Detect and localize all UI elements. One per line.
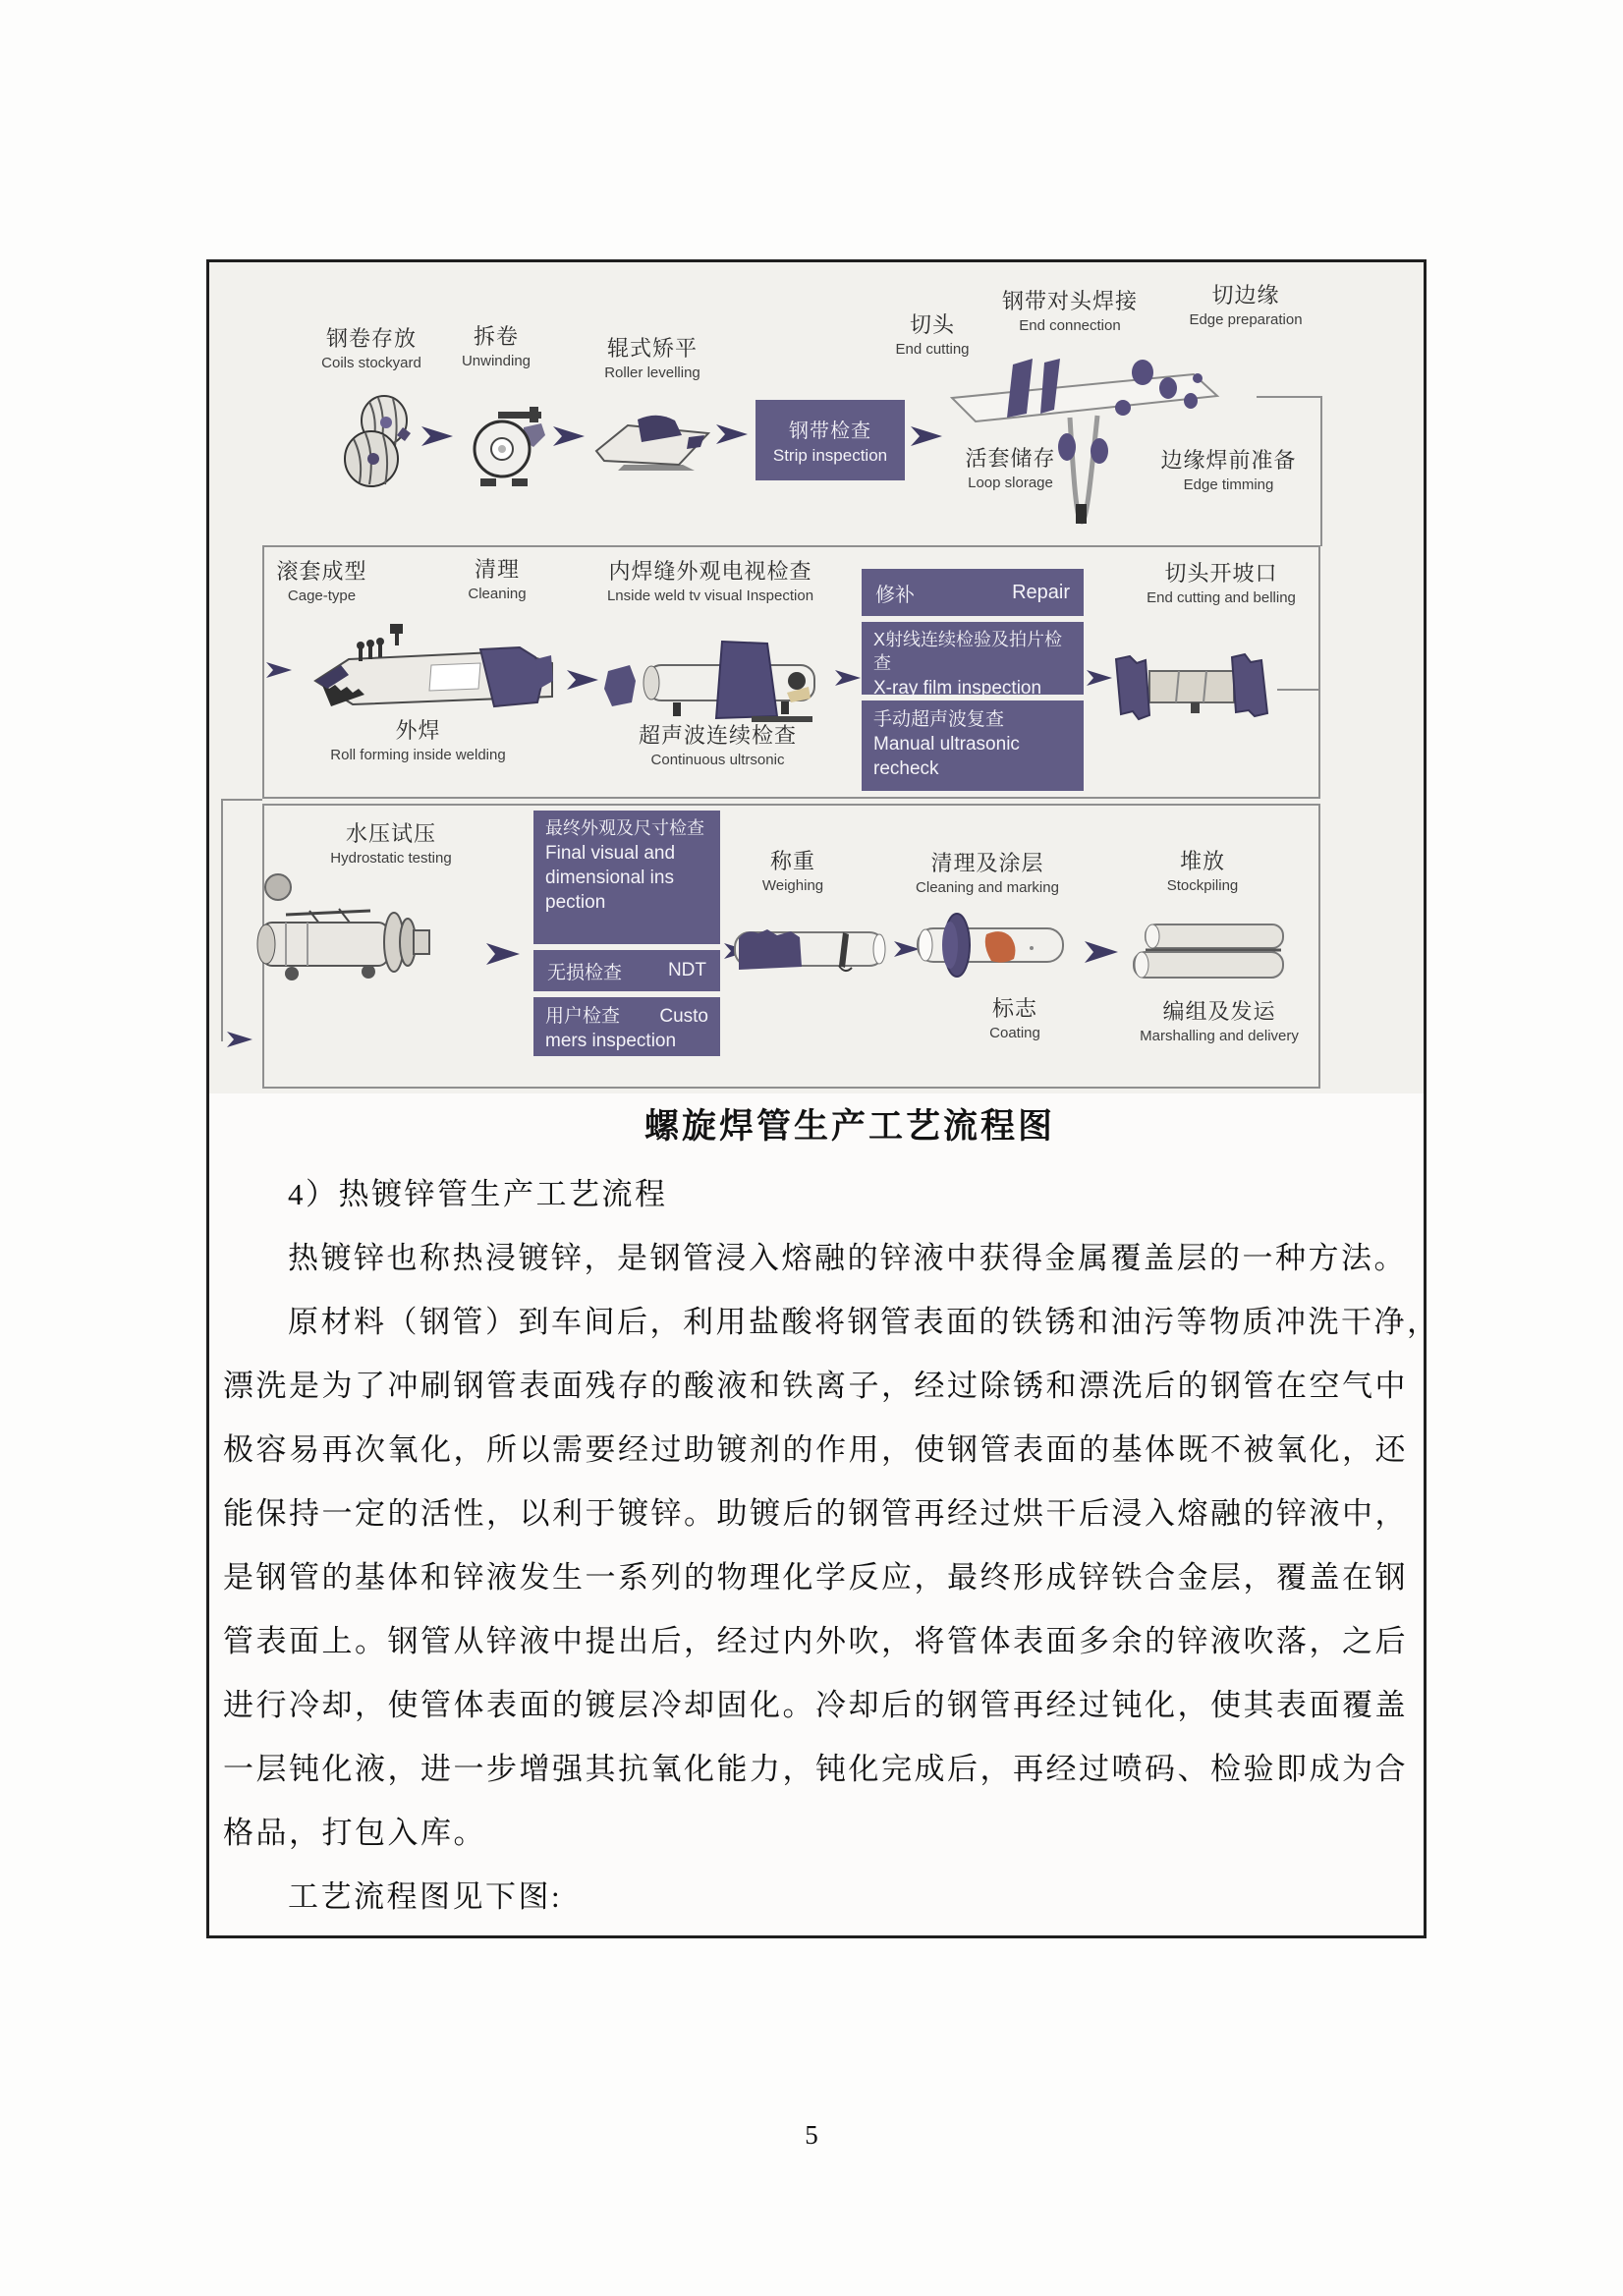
stage-label-inside-weld-tv-inspection: 内焊缝外观电视检查 Lnside weld tv visual Inspection — [606, 559, 814, 604]
stage-label-coils-stockyard: 钢卷存放 Coils stockyard — [321, 326, 421, 371]
body-line: 是钢管的基体和锌液发生一系列的物理化学反应，最终形成锌铁合金层，覆盖在钢 — [223, 1560, 1408, 1595]
coating-pipe-illustration — [910, 913, 1069, 981]
stacked-pipes-illustration — [1132, 921, 1294, 985]
hydrostatic-tester-illustration — [251, 871, 432, 1004]
flow-arrow-icon — [227, 1031, 252, 1048]
stage-label-coating: 标志 Coating — [989, 996, 1040, 1041]
body-line: 能保持一定的活性，以利于镀锌。助镀后的钢管再经过烘干后浸入熔融的锌液中， — [223, 1496, 1408, 1531]
body-paragraphs — [223, 1162, 1440, 1929]
stage-label-loop-storage: 活套储存 Loop slorage — [965, 446, 1056, 491]
document-content-frame — [206, 259, 1440, 1938]
stage-label-continuous-ultrasonic: 超声波连续检查 Continuous ultrsonic — [638, 723, 797, 768]
body-line: 工艺流程图见下图: — [288, 1879, 563, 1914]
body-line: 格品，打包入库。 — [223, 1816, 486, 1850]
strip-inspection-box: 钢带检查 Strip inspection — [756, 400, 905, 480]
unwinder-illustration — [469, 404, 547, 488]
body-line: 原材料（钢管）到车间后，利用盐酸将钢管表面的铁锈和油污等物质冲洗干净， — [288, 1305, 1440, 1339]
strip-loop-illustration — [950, 357, 1225, 533]
stage-label-hydrostatic-testing: 水压试压 Hydrostatic testing — [330, 821, 452, 867]
connector-row3-entry-horizontal — [221, 799, 262, 801]
manual-ultrasonic-recheck-box: 手动超声波复查 Manual ultrasonic recheck — [862, 700, 1084, 791]
weighing-pipe-illustration — [733, 924, 890, 976]
flow-arrow-icon — [1085, 940, 1118, 964]
stage-label-weighing: 称重 Weighing — [761, 849, 824, 894]
body-line: 一层钝化液，进一步增强其抗氧化能力，钝化完成后，再经过喷码、检验即成为合 — [223, 1752, 1408, 1786]
stage-label-end-connection: 钢带对头焊接 End connection — [1001, 289, 1138, 334]
page-number: 5 — [805, 2120, 818, 2150]
ultrasonic-machine-illustration — [604, 636, 830, 730]
stage-label-roller-levelling: 辊式矫平 Roller levelling — [604, 336, 700, 381]
belling-pipe-illustration — [1106, 649, 1275, 724]
final-inspection-box: 最终外观及尺寸检查 Final visual and dimensional ins pection — [533, 811, 720, 944]
coils-illustration — [342, 394, 413, 488]
stage-label-edge-preparation: 切边缘 Edge preparation — [1189, 283, 1303, 328]
body-line: 进行冷却，使管体表面的镀层冷却固化。冷却后的钢管再经过钝化，使其表面覆盖 — [223, 1688, 1408, 1722]
flow-arrow-icon — [486, 942, 520, 966]
connector-row1-to-row2 — [1320, 396, 1322, 546]
stage-label-edge-trimming: 边缘焊前准备 Edge timming — [1160, 448, 1297, 493]
roller-leveller-illustration — [594, 408, 710, 473]
repair-box: 修补 Repair — [862, 569, 1084, 616]
stage-label-unwinding: 拆卷 Unwinding — [461, 324, 532, 369]
stage-label-marshalling-delivery: 编组及发运 Marshalling and delivery — [1140, 999, 1299, 1044]
body-line: 极容易再次氧化，所以需要经过助镀剂的作用，使钢管表面的基体既不被氧化，还 — [223, 1432, 1408, 1467]
connector-row2-exit — [1277, 689, 1320, 691]
figure-caption: 螺旋焊管生产工艺流程图 — [644, 1107, 1055, 1146]
flow-arrow-icon — [835, 669, 861, 687]
flow-arrow-icon — [421, 425, 453, 447]
flow-arrow-icon — [266, 661, 292, 679]
cage-forming-machine-illustration — [313, 624, 554, 722]
stage-label-cage-forming: 滚套成型 Cage-type — [276, 559, 367, 604]
stage-label-outside-welding: 外焊 Roll forming inside welding — [330, 718, 506, 763]
stage-label-end-cutting-belling: 切头开坡口 End cutting and belling — [1147, 561, 1296, 606]
body-line: 管表面上。钢管从锌液中提出后，经过内外吹，将管体表面多余的锌液吹落，之后 — [223, 1624, 1408, 1658]
connector-row1-horizontal — [1257, 396, 1322, 398]
flow-arrow-icon — [716, 423, 748, 445]
ndt-box: 无损检查 NDT — [533, 948, 720, 991]
customer-inspection-box: 用户检查 Custo mers inspection — [533, 995, 720, 1056]
stage-label-cleaning-marking: 清理及涂层 Cleaning and marking — [916, 851, 1059, 896]
flow-arrow-icon — [567, 669, 598, 691]
body-line: 热镀锌也称热浸镀锌，是钢管浸入熔融的锌液中获得金属覆盖层的一种方法。 — [288, 1241, 1407, 1275]
flow-arrow-icon — [553, 425, 585, 447]
flow-arrow-icon — [911, 425, 942, 447]
body-line: 4）热镀锌管生产工艺流程 — [288, 1177, 668, 1211]
stage-label-end-cutting: 切头 End cutting — [895, 312, 970, 358]
connector-row3-entry-vertical — [221, 799, 223, 1041]
body-line: 漂洗是为了冲刷钢管表面残存的酸液和铁离子，经过除锈和漂洗后的钢管在空气中 — [223, 1369, 1408, 1403]
xray-inspection-box: X射线连续检验及拍片检查 X-ray film inspection — [862, 622, 1084, 695]
stage-label-stockpiling: 堆放 Stockpiling — [1166, 849, 1239, 894]
stage-label-cleaning: 清理 Cleaning — [468, 557, 527, 602]
